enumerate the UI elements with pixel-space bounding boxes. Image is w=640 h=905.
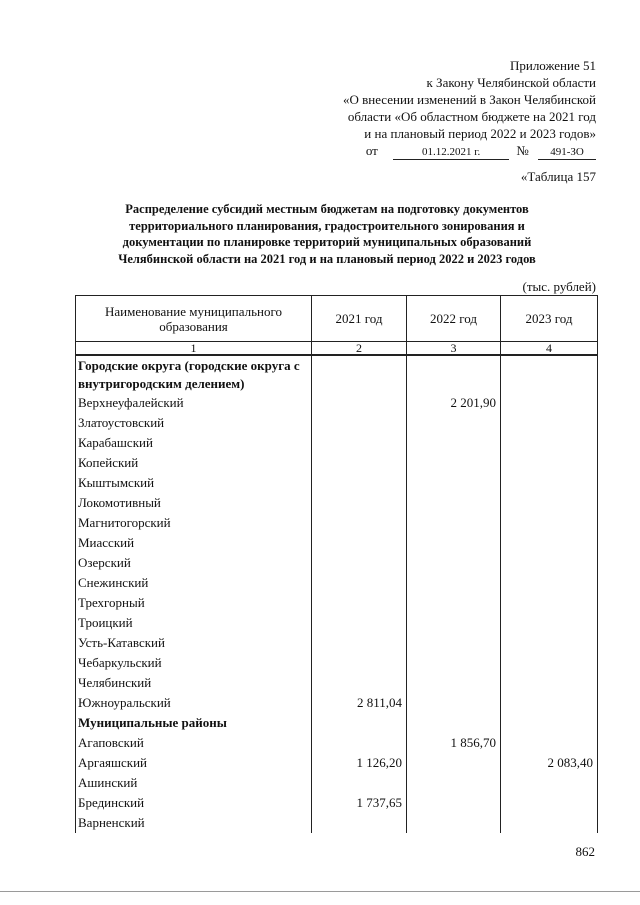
value-2022-cell: [407, 573, 501, 593]
value-2021-cell: [312, 493, 407, 513]
value-2023-cell: [501, 433, 598, 453]
municipality-name-cell: Варненский: [76, 813, 312, 833]
municipality-name-cell: Златоустовский: [76, 413, 312, 433]
table-row: [76, 453, 598, 473]
value-2022-cell: [407, 773, 501, 793]
table-row: [76, 393, 598, 413]
appendix-label: Приложение 51: [509, 58, 596, 73]
value-2023-cell: [501, 393, 598, 413]
value-2021-cell: [312, 433, 407, 453]
value-2021-cell: [312, 355, 407, 393]
value-2023-cell: [501, 653, 598, 673]
value-2022-cell: [407, 453, 501, 473]
value-2021-cell: [312, 713, 407, 733]
value-2023-cell: [501, 813, 598, 833]
value-2023-cell: [501, 453, 598, 473]
table-row: [76, 493, 598, 513]
value-2023-cell: [501, 613, 598, 633]
value-2023-cell: [501, 713, 598, 733]
column-number: 4: [501, 342, 598, 356]
value-2021-cell: [312, 613, 407, 633]
value-2022-cell: [407, 813, 501, 833]
value-2023-cell: [501, 493, 598, 513]
column-header-2023: 2023 год: [501, 296, 598, 342]
value-2021-cell: [312, 593, 407, 613]
value-2021-cell: [312, 553, 407, 573]
page-number: 862: [575, 844, 595, 859]
table-row: [76, 553, 598, 573]
value-2021-cell: [312, 453, 407, 473]
from-label: от: [365, 143, 378, 158]
municipality-name-cell: Городские округа (городские округа с внутригородским делением): [76, 355, 312, 393]
municipality-name-cell: Озерский: [76, 553, 312, 573]
value-2023-cell: [501, 633, 598, 653]
municipality-name-cell: Агаповский: [76, 733, 312, 753]
value-2021-cell: [312, 393, 407, 413]
table-row: [76, 613, 598, 633]
table-row: [76, 413, 598, 433]
value-2022-cell: [407, 493, 501, 513]
law-number: 491-ЗО: [538, 146, 596, 160]
number-label: №: [516, 143, 529, 158]
table-row: [76, 573, 598, 593]
value-2023-cell: [501, 793, 598, 813]
value-2022-cell: 2 201,90: [407, 393, 501, 413]
value-2023-cell: [501, 573, 598, 593]
value-2022-cell: [407, 355, 501, 393]
value-2021-cell: [312, 633, 407, 653]
value-2021-cell: 2 811,04: [312, 693, 407, 713]
header-line: «О внесении изменений в Закон Челябинской: [342, 92, 596, 107]
value-2021-cell: [312, 813, 407, 833]
value-2022-cell: [407, 653, 501, 673]
table-row: [76, 653, 598, 673]
column-number: 1: [76, 342, 312, 356]
value-2022-cell: [407, 553, 501, 573]
table-row: [76, 513, 598, 533]
value-2023-cell: [501, 513, 598, 533]
subsidy-table: [75, 295, 598, 833]
value-2022-cell: [407, 693, 501, 713]
value-2022-cell: 1 856,70: [407, 733, 501, 753]
value-2022-cell: [407, 593, 501, 613]
value-2021-cell: [312, 673, 407, 693]
bottom-divider: [0, 891, 640, 892]
header-line: и на плановый период 2022 и 2023 годов»: [364, 126, 596, 141]
value-2021-cell: 1 737,65: [312, 793, 407, 813]
value-2022-cell: [407, 633, 501, 653]
units-label: (тыс. рублей): [522, 279, 596, 294]
value-2022-cell: [407, 473, 501, 493]
table-row: [76, 733, 598, 753]
document-title: Распределение субсидий местным бюджетам на подготовку документов территориального планирования, градостроительного зонирования и документации по планировке территорий муниципальных образований Челябинской области на 2021 год и на плановый период 2022 и 2023 годов: [118, 202, 536, 266]
municipality-name-cell: Локомотивный: [76, 493, 312, 513]
table-row: [76, 533, 598, 553]
municipality-name-cell: Снежинский: [76, 573, 312, 593]
municipality-name-cell: Южноуральский: [76, 693, 312, 713]
value-2022-cell: [407, 673, 501, 693]
value-2022-cell: [407, 753, 501, 773]
table-row: [76, 793, 598, 813]
table-row: [76, 693, 598, 713]
appendix-header: [343, 57, 596, 160]
value-2022-cell: [407, 613, 501, 633]
column-number-row: [76, 342, 598, 356]
table-row: [76, 813, 598, 833]
value-2021-cell: [312, 473, 407, 493]
value-2023-cell: [501, 593, 598, 613]
value-2023-cell: [501, 773, 598, 793]
municipality-name-cell: Магнитогорский: [76, 513, 312, 533]
table-reference: «Таблица 157: [520, 169, 596, 184]
value-2022-cell: [407, 793, 501, 813]
value-2021-cell: [312, 413, 407, 433]
value-2023-cell: [501, 673, 598, 693]
table-row: [76, 593, 598, 613]
value-2023-cell: [501, 693, 598, 713]
column-number: 2: [312, 342, 407, 356]
table-row: [76, 673, 598, 693]
law-date: 01.12.2021 г.: [393, 146, 509, 160]
table-row: [76, 773, 598, 793]
municipality-name-cell: Усть-Катавский: [76, 633, 312, 653]
column-header-2022: 2022 год: [407, 296, 501, 342]
value-2023-cell: [501, 473, 598, 493]
value-2023-cell: [501, 533, 598, 553]
municipality-name-cell: Кыштымский: [76, 473, 312, 493]
value-2022-cell: [407, 433, 501, 453]
municipality-name-cell: Карабашский: [76, 433, 312, 453]
table-row: [76, 633, 598, 653]
municipality-name-cell: Троицкий: [76, 613, 312, 633]
municipality-name-cell: Брединский: [76, 793, 312, 813]
column-header-name: Наименование муниципального образования: [76, 296, 312, 342]
value-2021-cell: [312, 533, 407, 553]
value-2021-cell: [312, 513, 407, 533]
municipality-name-cell: Трехгорный: [76, 593, 312, 613]
value-2021-cell: [312, 653, 407, 673]
table-group-row: [76, 713, 598, 733]
value-2023-cell: [501, 733, 598, 753]
table-row: [76, 753, 598, 773]
value-2021-cell: [312, 573, 407, 593]
table-row: [76, 433, 598, 453]
municipality-name-cell: Челябинский: [76, 673, 312, 693]
table-header-row: [76, 296, 598, 342]
value-2021-cell: [312, 733, 407, 753]
value-2021-cell: 1 126,20: [312, 753, 407, 773]
value-2022-cell: [407, 513, 501, 533]
municipality-name-cell: Миасский: [76, 533, 312, 553]
value-2022-cell: [407, 533, 501, 553]
municipality-name-cell: Верхнеуфалейский: [76, 393, 312, 413]
municipality-name-cell: Аргаяшский: [76, 753, 312, 773]
municipality-name-cell: Чебаркульский: [76, 653, 312, 673]
municipality-name-cell: Копейский: [76, 453, 312, 473]
municipality-name-cell: Ашинский: [76, 773, 312, 793]
value-2023-cell: [501, 553, 598, 573]
value-2022-cell: [407, 413, 501, 433]
value-2023-cell: [501, 413, 598, 433]
column-header-2021: 2021 год: [312, 296, 407, 342]
table-row: [76, 473, 598, 493]
column-number: 3: [407, 342, 501, 356]
value-2021-cell: [312, 773, 407, 793]
table-group-row: [76, 355, 598, 393]
municipality-name-cell: Муниципальные районы: [76, 713, 312, 733]
header-line: области «Об областном бюджете на 2021 год: [347, 109, 596, 124]
law-reference: [343, 142, 596, 160]
value-2023-cell: 2 083,40: [501, 753, 598, 773]
header-line: к Закону Челябинской области: [426, 75, 596, 90]
value-2022-cell: [407, 713, 501, 733]
value-2023-cell: [501, 355, 598, 393]
